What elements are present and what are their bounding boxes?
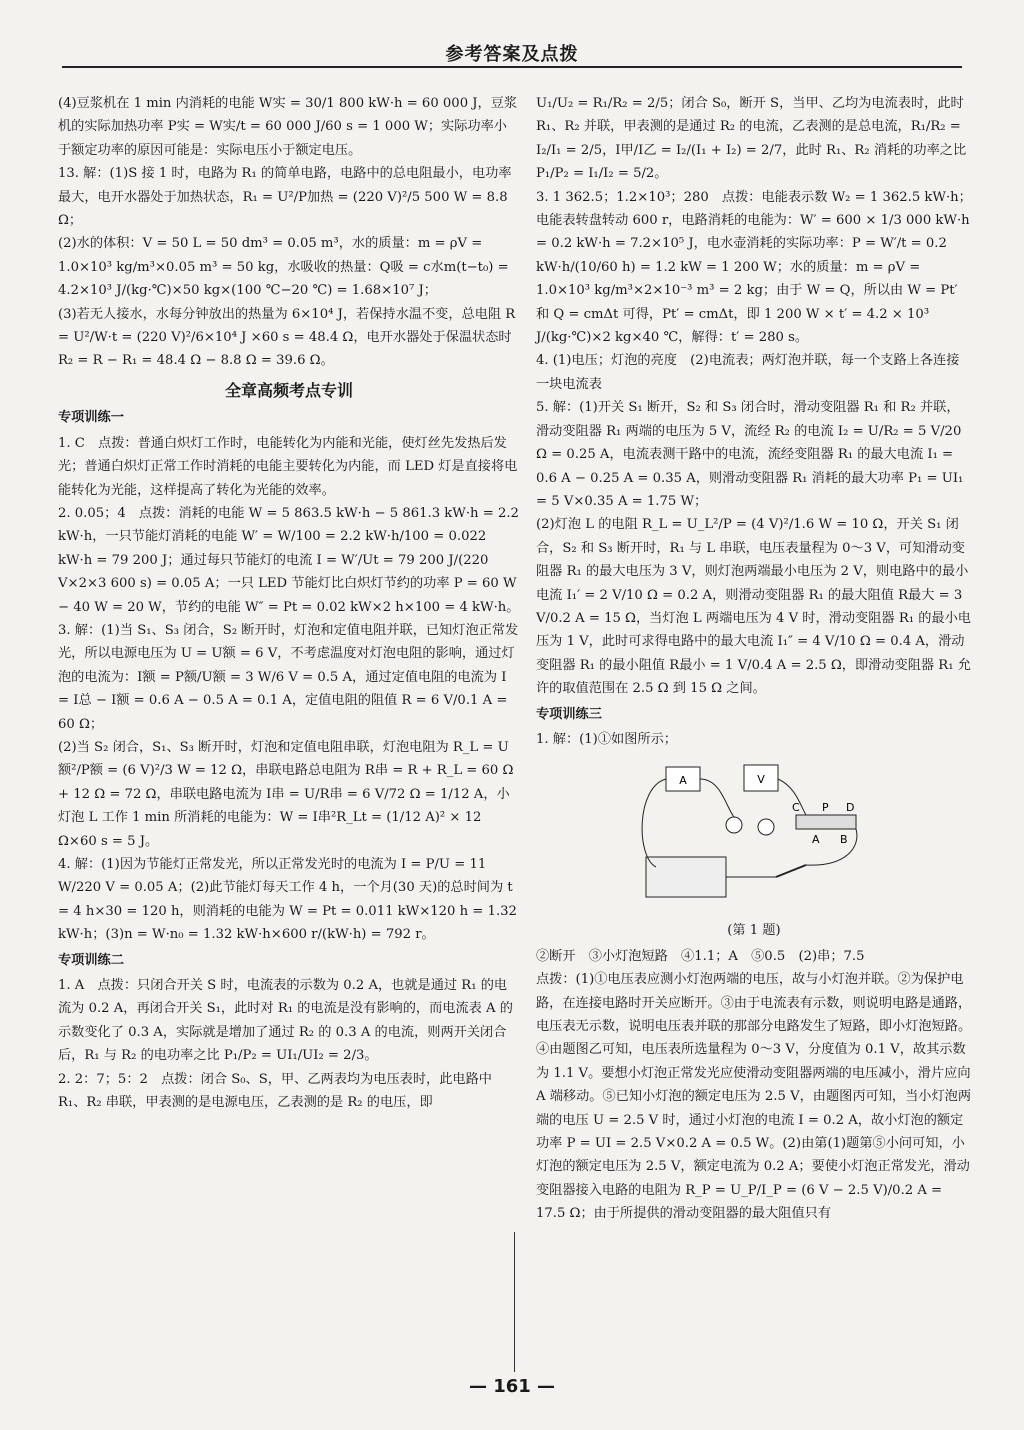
rheostat-icon — [796, 815, 856, 829]
page-header-title: 参考答案及点拨 — [445, 44, 579, 65]
answer-paragraph: 3. 1 362.5；1.2×10³；280 点拨：电能表示数 W₂ = 1 362.5 kW·h；电能表转盘转动 600 r，电路消耗的电能为：W′ = 600 × 1/3 000 kW·h = 0.2 kW·h = 7.2×10⁵ J，电水壶消耗的实际功率：P = W′/t = 0.2 kW·h/(10/60 h) = 1.2 kW = 1 200 W；水的质量：m = ρV = 1.0×10³ kg/m³×2×10⁻³ m³ = 2 kg；由于 W = Q，所以由 W = Pt′ 和 Q = cmΔt 可得，Pt′ = cmΔt，即 1 200 W × t′ = 4.2 × 10³ J/(kg·℃)×2 kg×40 ℃，解得：t′ = 280 s。 — [536, 189, 972, 346]
terminal-b-label: B — [840, 833, 848, 847]
circuit-figure — [626, 757, 876, 917]
slider-p-label: P — [822, 801, 829, 815]
answer-paragraph: (2)水的体积：V = 50 L = 50 dm³ = 0.05 m³，水的质量：m = ρV = 1.0×10³ kg/m³×0.05 m³ = 50 kg，水吸收的热量：Q吸 = c水m(t−t₀) = 4.2×10³ J/(kg·℃)×50 kg×(100 ℃−20 ℃) = 1.68×10⁷ J； — [58, 236, 509, 299]
page-number: — 161 — — [468, 1376, 556, 1397]
answer-paragraph: (3)若无人接水，水每分钟放出的热量为 6×10⁴ J，若保持水温不变，总电阻 R = U²/W·t = (220 V)²/6×10⁴ J ×60 s = 48.4 Ω，电开水器处于保温状态时 R₂ = R − R₁ = 48.4 Ω − 8.8 Ω = 39.6 Ω。 — [58, 306, 516, 369]
subsection-title: 专项训练一 — [58, 410, 124, 426]
wire — [700, 779, 734, 817]
right-column — [536, 92, 972, 1226]
header-rule — [62, 66, 962, 68]
answer-paragraph: (4)豆浆机在 1 min 内消耗的电能 W实 = 30/1 800 kW·h = 60 000 J，豆浆机的实际加热功率 P实 = W实/t = 60 000 J/60 s = 1 000 W；实际功率小于额定功率的原因可能是：实际电压小于额定电压。 — [58, 96, 518, 158]
power-supply-icon — [646, 857, 726, 897]
section-title: 全章高频考点专训 — [224, 380, 353, 400]
terminal-a-label: A — [812, 833, 820, 847]
answer-paragraph: 5. 解：(1)开关 S₁ 断开，S₂ 和 S₃ 闭合时，滑动变阻器 R₁ 和 R₂ 并联，滑动变阻器 R₁ 两端的电压为 5 V，流经 R₂ 的电流 I₂ = U/R₂ = 5 V/20 Ω = 0.25 A，电流表测干路中的电流，流经变阻器 R₁ 的最大电流 I₁ = 0.6 A − 0.25 A = 0.35 A，则滑动变阻器 R₁ 消耗的最大功率 P₁ = UI₁ = 5 V×0.35 A = 1.75 W； — [536, 400, 964, 509]
answer-paragraph: 1. 解：(1)①如图所示； — [536, 731, 677, 747]
answer-paragraph: 4. 解：(1)因为节能灯正常发光，所以正常发光时的电流为 I = P/U = 11 W/220 V = 0.05 A；(2)此节能灯每天工作 4 h，一个月(30 天)的总时间为 t = 4 h×30 = 120 h，则消耗的电能为 W = Pt = 0.011 kW×120 h = 1.32 kW·h；(3)n = W·n₀ = 1.32 kW·h×600 r/(kW·h) = 792 r。 — [58, 857, 517, 943]
subsection-title: 专项训练三 — [536, 706, 602, 722]
answer-paragraph: 13. 解：(1)S 接 1 时，电路为 R₁ 的简单电路，电路中的总电阻最小，电功率最大，电开水器处于加热状态，R₁ = U²/P加热 = (220 V)²/5 500 W = 8.8 Ω； — [58, 166, 512, 229]
left-column — [58, 92, 520, 1114]
circuit-diagram — [626, 757, 876, 907]
answer-paragraph: 2. 0.05；4 点拨：消耗的电能 W = 5 863.5 kW·h − 5 861.3 kW·h = 2.2 kW·h，一只节能灯消耗的电能 W′ = W/100 = 2.2 kW·h/100 = 0.022 kW·h = 79 200 J；通过每只节能灯的电流 I = W′/Ut = 79 200 J/(220 V×2×3 600 s) = 0.05 A；一只 LED 节能灯比白炽灯节约的功率 P = 60 W − 40 W = 20 W，节约的电能 W″ = Pt = 0.02 kW×2 h×100 = 4 kW·h。 — [58, 505, 520, 615]
answer-paragraph: 1. A 点拨：只闭合开关 S 时，电流表的示数为 0.2 A，也就是通过 R₁ 的电流为 0.2 A，再闭合开关 S₁，此时对 R₁ 的电流是没有影响的，而电流表 A 的示数变化了 0.3 A，实际就是增加了通过 R₂ 的 0.3 A 的电流，则两开关闭合后，R₁ 与 R₂ 的电功率之比 P₁/P₂ = UI₁/UI₂ = 2/3。 — [58, 978, 513, 1064]
wire — [642, 779, 666, 867]
answer-paragraph: 4. (1)电压；灯泡的亮度 (2)电流表；两灯泡并联，每一个支路上各连接一块电流表 — [536, 353, 960, 392]
answer-paragraph: (2)灯泡 L 的电阻 R_L = U_L²/P = (4 V)²/1.6 W = 10 Ω，开关 S₁ 闭合，S₂ 和 S₃ 断开时，R₁ 与 L 串联，电压表量程为 0～3 V，可知滑动变阻器 R₁ 的最大电压为 3 V，则灯泡两端最小电压为 2 V，则电路中的最小电流 I₁′ = 2 V/10 Ω = 0.2 A，则滑动变阻器 R₁ 的最大阻值 R最大 = 3 V/0.2 A = 15 Ω，当灯泡 L 两端电压为 4 V 时，滑动变阻器 R₁ 的最小电压为 1 V，此时可求得电路中的最大电流 I₁″ = 4 V/10 Ω = 0.4 A，滑动变阻器 R₁ 的最小阻值 R最小 = 1 V/0.4 A = 2.5 Ω，即滑动变阻器 R₁ 允许的取值范围在 2.5 Ω 到 15 Ω 之间。 — [536, 517, 971, 697]
answer-paragraph: 1. C 点拨：普通白炽灯工作时，电能转化为内能和光能，使灯丝先发热后发光；普通白炽灯正常工作时消耗的电能主要转化为内能，而 LED 灯是直接将电能转化为光能，这样提高了转化为光能的效率。 — [58, 435, 518, 498]
switch-icon — [776, 865, 806, 877]
answer-paragraph: U₁/U₂ = R₁/R₂ = 2/5；闭合 S₀，断开 S，当甲、乙均为电流表时，此时 R₁、R₂ 并联，甲表测的是通过 R₂ 的电流，乙表测的是总电流，R₁/R₂ = I₂/I₁ = 2/5，I甲/I乙 = I₂/(I₁ + I₂) = 2/7，此时 R₁、R₂ 消耗的功率之比 P₁/P₂ = I₁/I₂ = 5/2。 — [536, 96, 967, 182]
bulb-icon — [726, 817, 742, 833]
voltmeter-label: V — [757, 773, 765, 787]
terminal-c-label: C — [792, 801, 800, 815]
bulb-icon — [758, 819, 774, 835]
answer-paragraph: (2)当 S₂ 闭合，S₁、S₃ 断开时，灯泡和定值电阻串联，灯泡电阻为 R_L = U额²/P额 = (6 V)²/3 W = 12 Ω，串联电路总电阻为 R串 = R + R_L = 60 Ω + 12 Ω = 72 Ω，串联电路电流为 I串 = U/R串 = 6 V/72 Ω = 1/12 A，小灯泡 L 工作 1 min 所消耗的电能为：W = I串²R_Lt = (1/12 A)² × 12 Ω×60 s = 5 J。 — [58, 739, 514, 849]
answer-paragraph: 点拨：(1)①电压表应测小灯泡两端的电压，故与小灯泡并联。②为保护电路，在连接电路时开关应断开。③由于电流表有示数，则说明电路是通路，电压表无示数，说明电压表并联的那部分电路发生了短路，即小灯泡短路。④由题图乙可知，电压表所选量程为 0～3 V，分度值为 0.1 V，故其示数为 1.1 V。要想小灯泡正常发光应使滑动变阻器两端的电压减小，滑片应向 A 端移动。⑤已知小灯泡的额定电压为 2.5 V，由题图丙可知，当小灯泡两端的电压 U = 2.5 V 时，通过小灯泡的电流 I = 0.2 A，故小灯泡的额定功率 P = UI = 2.5 V×0.2 A = 0.5 W。(2)由第(1)题第⑤小问可知，小灯泡的额定电压为 2.5 V，额定电流为 0.2 A；要使小灯泡正常发光，滑动变阻器接入电路的电阻为 R_P = U_P/I_P = (6 V − 2.5 V)/0.2 A = 17.5 Ω；由于所提供的滑动变阻器的最大阻值只有 — [536, 972, 972, 1222]
figure-caption: (第 1 题) — [727, 923, 781, 939]
terminal-d-label: D — [846, 801, 855, 815]
answer-paragraph: ②断开 ③小灯泡短路 ④1.1；A ⑤0.5 (2)串；7.5 — [536, 948, 865, 964]
column-divider — [514, 1232, 515, 1372]
subsection-title: 专项训练二 — [58, 952, 124, 968]
ammeter-label: A — [679, 774, 687, 788]
answer-paragraph: 2. 2：7；5：2 点拨：闭合 S₀、S，甲、乙两表均为电压表时，此电路中 R₁、R₂ 串联，甲表测的是电源电压，乙表测的是 R₂ 的电压，即 — [58, 1071, 492, 1111]
answer-paragraph: 3. 解：(1)当 S₁、S₃ 闭合，S₂ 断开时，灯泡和定值电阻并联，已知灯泡正常发光，所以电源电压为 U = U额 = 6 V，不考虑温度对灯泡电阻的影响，通过灯泡的电流为：I额 = P额/U额 = 3 W/6 V = 0.5 A，通过定值电阻的电流为 I = I总 − I额 = 0.6 A − 0.5 A = 0.1 A，定值电阻的阻值 R = 6 V/0.1 A = 60 Ω； — [58, 622, 519, 732]
